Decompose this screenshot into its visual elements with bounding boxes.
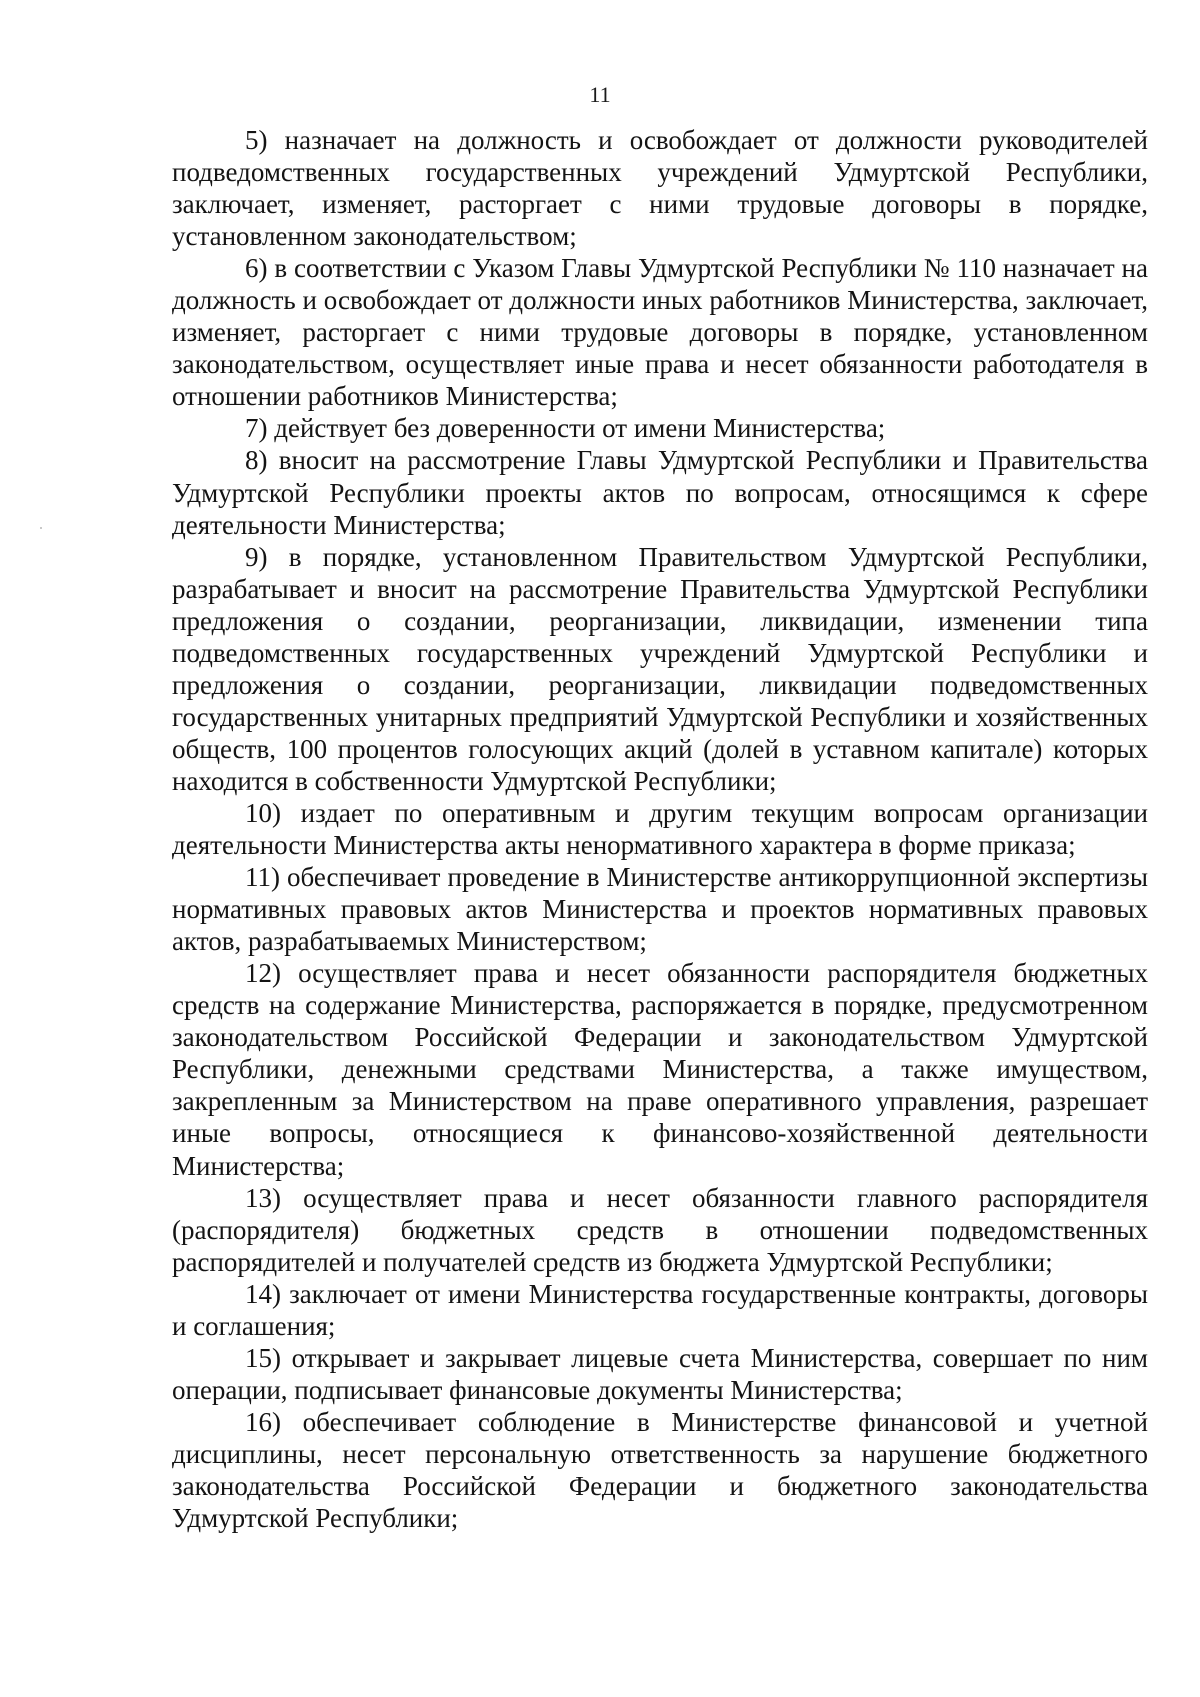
list-item-10: 10) издает по оперативным и другим текущим вопросам организации деятельности Министерства акты ненормативного характера в форме приказа;: [172, 797, 1148, 861]
list-item-6: 6) в соответствии с Указом Главы Удмуртской Республики № 110 назначает на должность и освобождает от должности иных работников Министерства, заключает, изменяет, расторгает с ними трудовые договоры в порядке, установленном законодательством, осуществляет иные права и несет обязанности работодателя в отношении работников Министерства;: [172, 253, 1148, 412]
list-item-12: 12) осуществляет права и несет обязанности распорядителя бюджетных средств на содержание Министерства, распоряжается в порядке, предусмотренном законодательством Российской Федерации и законодательством Удмуртской Республики, денежными средствами Министерства, а также имуществом, закрепленным за Министерством на праве оперативного управления, разрешает иные вопросы, относящиеся к финансово-хозяйственной деятельности Министерства;: [172, 958, 1148, 1181]
list-item-14: 14) заключает от имени Министерства государственные контракты, договоры и соглашения;: [172, 1278, 1148, 1341]
list-item-8: 8) вносит на рассмотрение Главы Удмуртской Республики и Правительства Удмуртской Республики проекты актов по вопросам, относящимся к сфере деятельности Министерства;: [172, 445, 1148, 540]
list-item-15: 15) открывает и закрывает лицевые счета Министерства, совершает по ним операции, подписывает финансовые документы Министерства;: [172, 1342, 1148, 1405]
scan-speck: [40, 527, 42, 529]
list-item-16: 16) обеспечивает соблюдение в Министерстве финансовой и учетной дисциплины, несет персональную ответственность за нарушение бюджетного законодательства Российской Федерации и бюджетного законодательства Удмуртской Республики;: [172, 1406, 1148, 1534]
document-body: [172, 124, 1148, 1534]
list-item-13: 13) осуществляет права и несет обязанности главного распорядителя (распорядителя) бюджетных средств в отношении подведомственных распорядителей и получателей средств из бюджета Удмуртской Республики;: [172, 1182, 1148, 1277]
list-item-5: 5) назначает на должность и освобождает от должности руководителей подведомственных государственных учреждений Удмуртской Республики, заключает, изменяет, расторгает с ними трудовые договоры в порядке, установленном законодательством;: [172, 125, 1148, 252]
list-item-11: 11) обеспечивает проведение в Министерстве антикоррупционной экспертизы нормативных правовых актов Министерства и проектов нормативных правовых актов, разрабатываемых Министерством;: [172, 862, 1148, 957]
list-item-9: 9) в порядке, установленном Правительством Удмуртской Республики, разрабатывает и вносит на рассмотрение Правительства Удмуртской Республики предложения о создании, реорганизации, ликвидации, изменении типа подведомственных государственных учреждений Удмуртской Республики и предложения о создании, реорганизации, ликвидации подведомственных государственных унитарных предприятий Удмуртской Республики и хозяйственных обществ, 100 процентов голосующих акций (долей в уставном капитале) которых находится в собственности Удмуртской Республики;: [172, 541, 1148, 796]
list-item-7: 7) действует без доверенности от имени Министерства;: [245, 413, 886, 444]
page-number: 11: [589, 82, 611, 107]
